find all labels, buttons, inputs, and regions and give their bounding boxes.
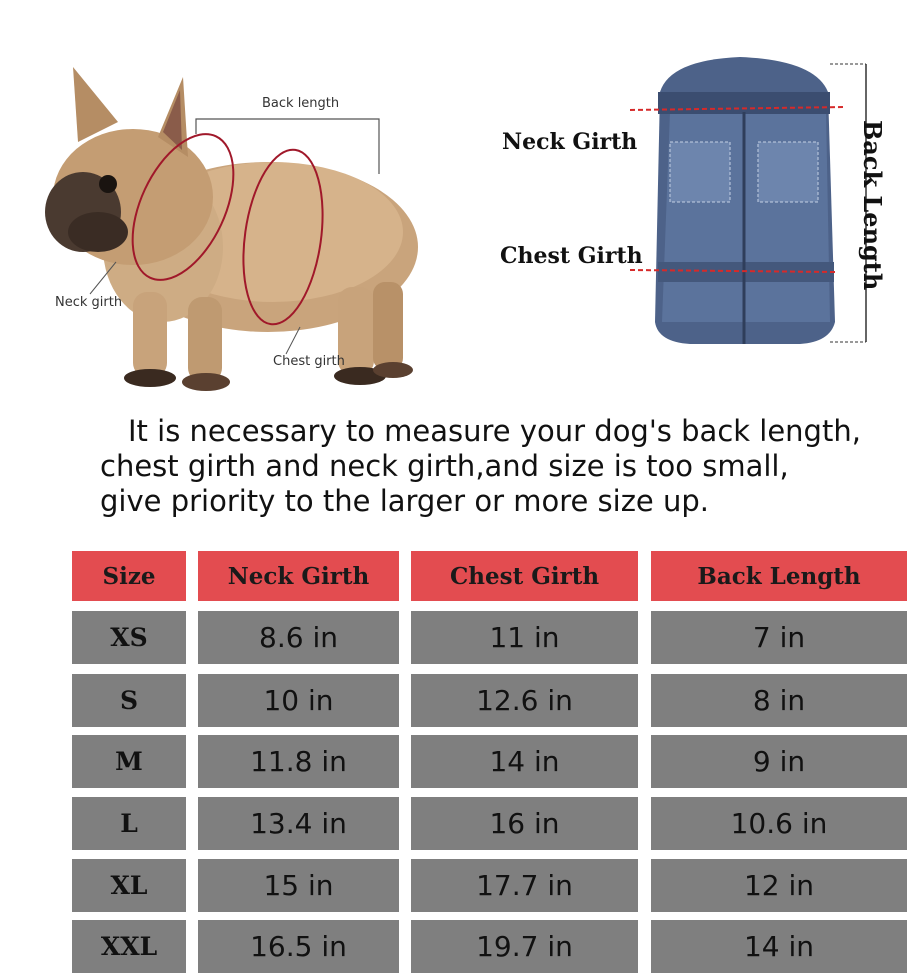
header-size: Size [72,551,186,601]
neck-girth-cell: 16.5 in [198,920,399,973]
chest-girth-cell: 19.7 in [411,920,638,973]
back-length-cell: 9 in [651,735,907,788]
vest-back-length-label: Back Length [858,120,887,291]
back-length-cell: 7 in [651,611,907,664]
back-length-cell: 10.6 in [651,797,907,850]
denim-vest-illustration [630,52,870,352]
size-cell: XXL [72,920,186,973]
neck-girth-cell: 10 in [198,674,399,727]
back-length-cell: 12 in [651,859,907,912]
neck-girth-cell: 8.6 in [198,611,399,664]
size-cell: XS [72,611,186,664]
size-cell: L [72,797,186,850]
chest-girth-cell: 14 in [411,735,638,788]
instruction-line-2: chest girth and neck girth,and size is too small, [100,449,789,483]
measurement-instructions [100,414,910,519]
size-cell: M [72,735,186,788]
chest-girth-cell: 11 in [411,611,638,664]
neck-girth-cell: 15 in [198,859,399,912]
chest-girth-cell: 16 in [411,797,638,850]
size-cell: XL [72,859,186,912]
chest-girth-cell: 17.7 in [411,859,638,912]
header-back-length: Back Length [651,551,907,601]
header-chest-girth: Chest Girth [411,551,638,601]
vest-neck-girth-label: Neck Girth [502,129,638,155]
dog-illustration [38,62,428,397]
header-neck-girth: Neck Girth [198,551,399,601]
neck-girth-label: Neck girth [55,295,123,310]
back-length-cell: 8 in [651,674,907,727]
neck-girth-cell: 11.8 in [198,735,399,788]
back-length-label: Back length [262,96,340,111]
chest-girth-label: Chest girth [273,354,345,369]
back-length-cell: 14 in [651,920,907,973]
instruction-line-1: It is necessary to measure your dog's back length, [128,414,861,448]
chest-girth-cell: 12.6 in [411,674,638,727]
size-cell: S [72,674,186,727]
instruction-line-3: give priority to the larger or more size up. [100,484,709,518]
vest-chest-girth-label: Chest Girth [500,243,643,269]
neck-girth-cell: 13.4 in [198,797,399,850]
